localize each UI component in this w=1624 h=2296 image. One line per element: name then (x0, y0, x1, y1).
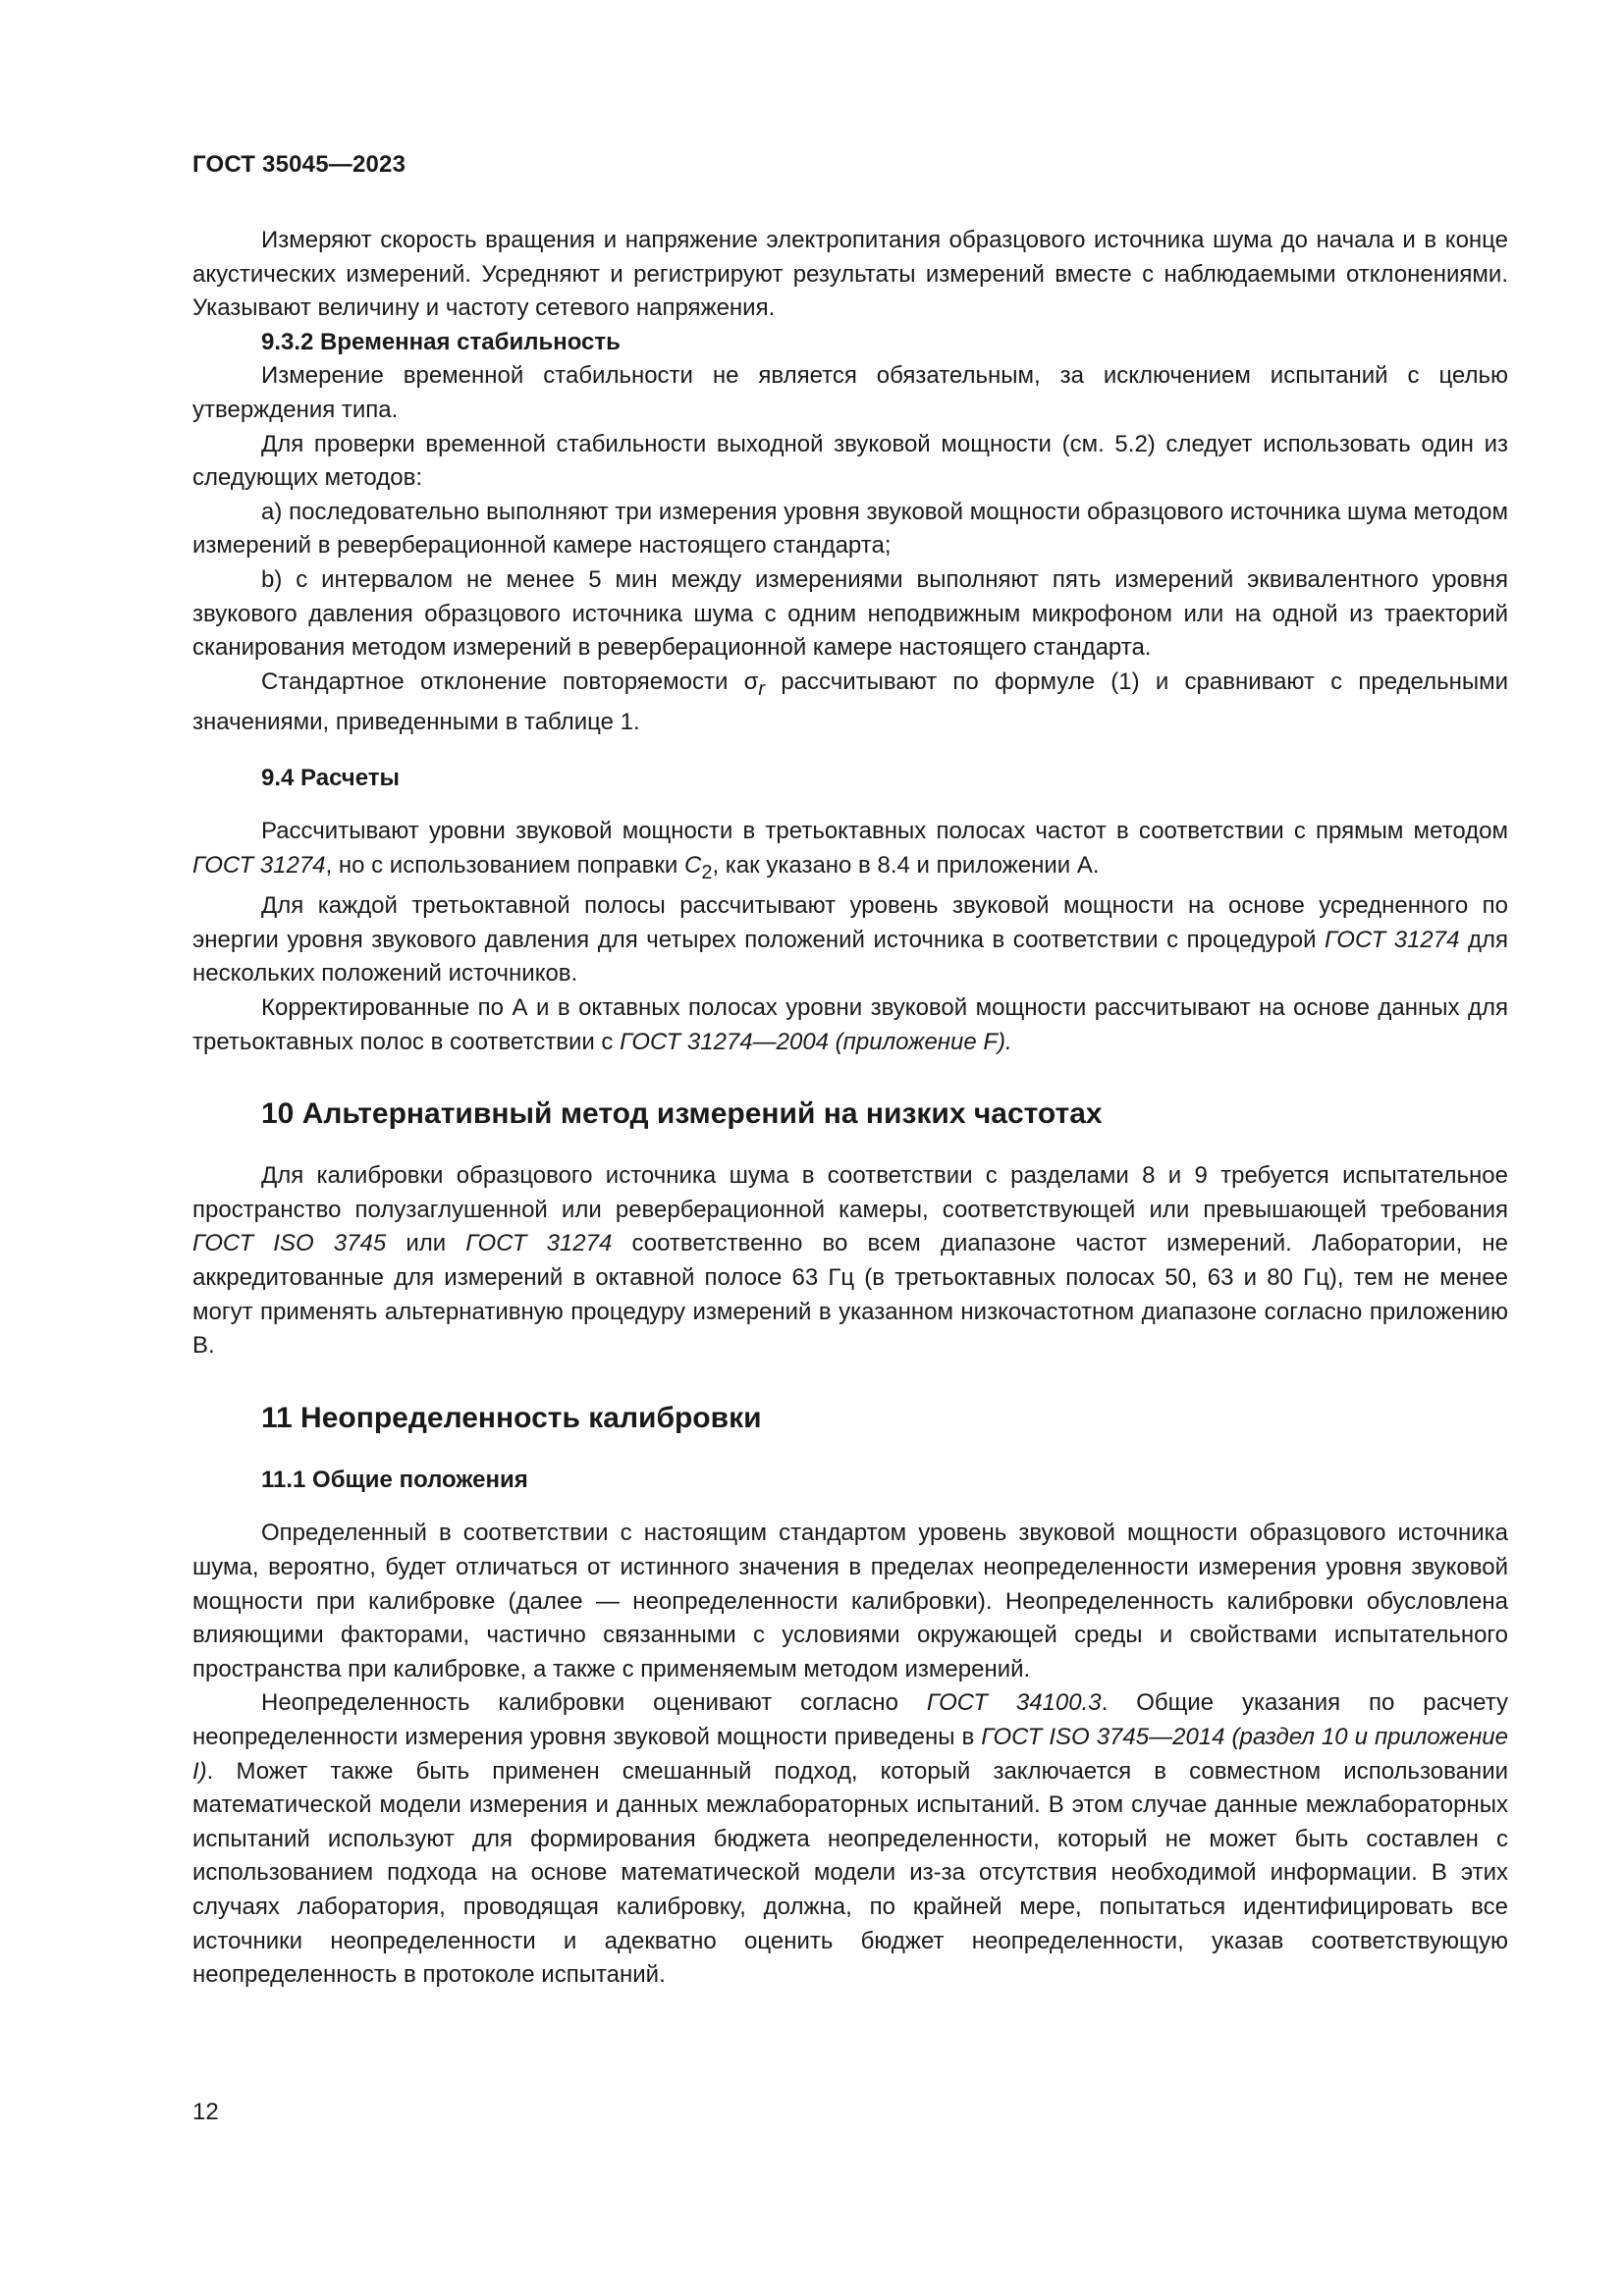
document-header: ГОСТ 35045—2023 (192, 151, 406, 178)
paragraph-uncertainty-evaluation: Неопределенность калибровки оценивают согласно ГОСТ 34100.3. Общие указания по расчету неопределенности измерения уровня звуковой мощности приведены в ГОСТ ISO 3745—2014 (раздел 10 и приложение I). Может также быть применен смешанный подход, который заключается в совместном использовании математической модели измерения и данных межлабораторных испытаний. В этом случае данные межлабораторных испытаний используют для формирования бюджета неопределенности, который не может быть составлен с использованием подхода на основе математической модели из-за отсутствия необходимой информации. В этих случаях лаборатория, проводящая калибровку, должна, по крайней мере, попытаться идентифицировать все источники неопределенности и адекватно оценить бюджет неопределенности, указав соответствующую неопределенность в протоколе испытаний. (192, 1689, 1508, 1989)
paragraph-rotation-voltage: Измеряют скорость вращения и напряжение электропитания образцового источника шума до начала и в конце акустических измерений. Усредняют и регистрируют результаты измерений вместе с наблюдаемыми отклонениями. Указывают величину и частоту сетевого напряжения. (192, 227, 1508, 322)
document-body (192, 224, 1508, 1993)
paragraph-stability-methods: Для проверки временной стабильности выходной звуковой мощности (см. 5.2) следует использовать один из следующих методов: (192, 430, 1508, 492)
paragraph-repeatability: Стандартное отклонение повторяемости $\sigma_r$ рассчитывают по формуле (1) и сравнивают с предельными значениями, приведенными в таблице 1. (192, 667, 1509, 736)
subsection-9-3-2-title: 9.3.2 Временная стабильность (261, 328, 621, 355)
list-item-a: a) последовательно выполняют три измерения уровня звуковой мощности образцового источника шума методом измерений в реверберационной камере настоящего стандарта; (192, 498, 1508, 560)
paragraph-calc-third-octave: Рассчитывают уровни звуковой мощности в третьоктавных полосах частот в соответствии с прямым методом ГОСТ 31274, но с использованием поправки $C_2$, как указано в 8.4 и приложении А. (192, 818, 1508, 883)
list-item-b: b) с интервалом не менее 5 мин между измерениями выполняют пять измерений эквивалентного уровня звукового давления образцового источника шума с одним неподвижным микрофоном или на одной из траекторий сканирования методом измерений в реверберационной камере настоящего стандарта. (192, 565, 1508, 662)
paragraph-calc-a-weighted: Корректированные по А и в октавных полосах уровни звуковой мощности рассчитывают на основе данных для третьоктавных полос в соответствии с ГОСТ 31274—2004 (приложение F). (192, 994, 1508, 1055)
paragraph-alternative-method: Для калибровки образцового источника шума в соответствии с разделами 8 и 9 требуется испытательное пространство полузаглушенной или реверберационной камеры, соответствующей или превышающей требования ГОСТ ISO 3745 или ГОСТ 31274 соответственно во всем диапазоне частот измерений. Лаборатории, не аккредитованные для измерений в октавной полосе 63 Гц (в третьоктавных полосах 50, 63 и 80 Гц), тем не менее могут применять альтернативную процедуру измерений в указанном низкочастотном диапазоне согласно приложению В. (192, 1162, 1508, 1360)
subsection-11-1-title: 11.1 Общие положения (261, 1466, 528, 1493)
section-11-title: 11 Неопределенность калибровки (261, 1401, 762, 1434)
subsection-9-4-title: 9.4 Расчеты (261, 764, 401, 791)
page-number: 12 (192, 2099, 219, 2125)
paragraph-stability-optional: Измерение временной стабильности не является обязательным, за исключением испытаний с целью утверждения типа. (192, 362, 1508, 423)
section-10-title: 10 Альтернативный метод измерений на низких частотах (261, 1097, 1103, 1131)
paragraph-uncertainty-definition: Определенный в соответствии с настоящим стандартом уровень звуковой мощности образцового источника шума, вероятно, будет отличаться от истинного значения в пределах неопределенности измерения уровня звуковой мощности при калибровке (далее — неопределенности калибровки). Неопределенность калибровки обусловлена влияющими факторами, частично связанными с условиями окружающей среды и свойствами испытательного пространства при калибровке, а также с применяемым методом измерений. (192, 1520, 1508, 1682)
paragraph-calc-each-band: Для каждой третьоктавной полосы рассчитывают уровень звуковой мощности на основе усредненного по энергии уровня звукового давления для четырех положений источника в соответствии с процедурой ГОСТ 31274 для нескольких положений источников. (192, 892, 1509, 988)
